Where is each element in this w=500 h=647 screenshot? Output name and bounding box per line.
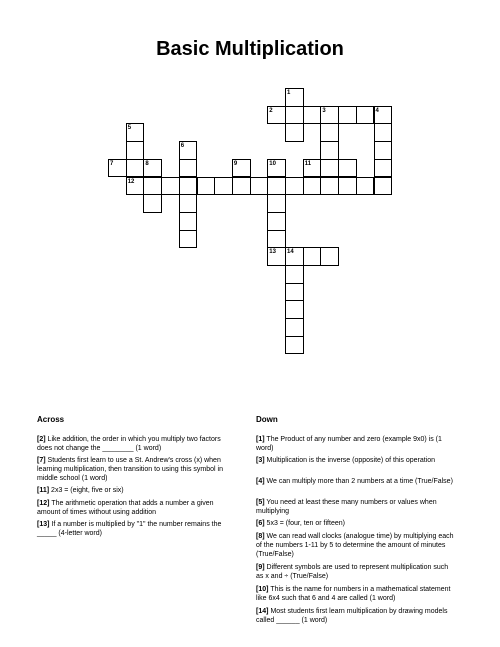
grid-cell[interactable]: [374, 123, 393, 142]
grid-number-13: 13: [269, 249, 276, 256]
grid-cell[interactable]: [356, 177, 375, 196]
down-clue-5: [5] You need at least these many numbers or values when multiplying: [256, 499, 437, 515]
grid-cell[interactable]: [285, 106, 304, 125]
grid-cell[interactable]: [356, 106, 375, 125]
grid-cell[interactable]: [232, 177, 251, 196]
across-clue-11: [11] 2x3 = (eight, five or six): [37, 487, 124, 494]
down-clue-1: [1] The Product of any number and zero (example 9x0) is (1 word): [256, 436, 442, 452]
grid-cell[interactable]: [267, 212, 286, 231]
grid-cell[interactable]: [143, 177, 162, 196]
grid-cell[interactable]: [374, 141, 393, 160]
across-heading: Across: [37, 415, 65, 424]
grid-number-4: 4: [375, 107, 379, 114]
grid-cell[interactable]: [285, 283, 304, 302]
grid-cell[interactable]: [179, 194, 198, 213]
across-clue-12: [12] The arithmetic operation that adds a number a given amount of times without using addition: [37, 500, 214, 516]
grid-cell[interactable]: [320, 177, 339, 196]
grid-cell[interactable]: [285, 177, 304, 196]
grid-cell[interactable]: [179, 159, 198, 178]
grid-cell[interactable]: [320, 159, 339, 178]
grid-cell[interactable]: [179, 212, 198, 231]
grid-cell[interactable]: [197, 177, 216, 196]
down-clue-8: [8] We can read wall clocks (analogue time) by multiplying each of the numbers 1-11 by 5 to determine the amount of minutes (True/False): [256, 533, 454, 558]
down-clue-4: [4] We can multiply more than 2 numbers at a time (True/False): [256, 478, 453, 485]
across-clue-2: [2] Like addition, the order in which you multiply two factors does not change the ________ (1 word): [37, 436, 221, 452]
grid-cell[interactable]: [267, 230, 286, 249]
grid-number-2: 2: [269, 107, 273, 114]
grid-cell[interactable]: [285, 300, 304, 319]
grid-cell[interactable]: [320, 123, 339, 142]
grid-cell[interactable]: [320, 141, 339, 160]
grid-number-7: 7: [110, 160, 114, 167]
puzzle-title: Basic Multiplication: [156, 38, 344, 60]
grid-cell[interactable]: [267, 177, 286, 196]
grid-number-6: 6: [180, 143, 185, 150]
grid-cell[interactable]: [179, 177, 198, 196]
grid-cell[interactable]: [161, 177, 180, 196]
grid-cell[interactable]: [126, 141, 145, 160]
grid-cell[interactable]: [179, 230, 198, 249]
grid-number-8: 8: [145, 160, 149, 167]
down-clue-10: [10] This is the name for numbers in a mathematical statement like 6x4 such that 6 and 4 are called (1 word): [256, 586, 451, 602]
grid-cell[interactable]: [285, 318, 304, 337]
grid-cell[interactable]: [285, 123, 304, 142]
grid-cell[interactable]: [374, 177, 393, 196]
down-clue-3: [3] Multiplication is the inverse (opposite) of this operation: [256, 457, 436, 464]
across-clue-7: [7] Students first learn to use a St. Andrew's cross (x) when learning multiplication, then transition to using this symbol in middle school (1 word): [37, 457, 223, 482]
grid-number-14: 14: [287, 249, 294, 256]
grid-cell[interactable]: [374, 159, 393, 178]
grid-number-3: 3: [322, 107, 326, 114]
grid-number-12: 12: [127, 178, 135, 185]
down-clue-9: [9] Different symbols are used to represent multiplication such as x and ÷ (True/False): [256, 564, 449, 580]
down-clue-6: [6] 5x3 = (four, ten or fifteen): [256, 520, 345, 527]
grid-cell[interactable]: [303, 177, 322, 196]
grid-cell[interactable]: [250, 177, 269, 196]
grid-cell[interactable]: [285, 265, 304, 284]
grid-number-11: 11: [304, 160, 312, 167]
grid-cell[interactable]: [285, 336, 304, 355]
grid-cell[interactable]: [126, 159, 145, 178]
grid-cell[interactable]: [338, 106, 357, 125]
grid-cell[interactable]: [303, 106, 322, 125]
grid-number-10: 10: [269, 160, 276, 167]
grid-cell[interactable]: [143, 194, 162, 213]
grid-cell[interactable]: [320, 247, 339, 266]
grid-cell[interactable]: [338, 159, 357, 178]
grid-number-9: 9: [233, 160, 238, 167]
down-heading: Down: [256, 415, 278, 424]
grid-number-5: 5: [127, 125, 132, 132]
grid-number-1: 1: [287, 90, 291, 96]
grid-cell[interactable]: [338, 177, 357, 196]
grid-cell[interactable]: [267, 194, 286, 213]
grid-cell[interactable]: [214, 177, 233, 196]
across-clue-13: [13] If a number is multiplied by "1" the number remains the _____ (4-letter word): [37, 521, 222, 537]
down-clue-14: [14] Most students first learn multiplication by drawing models called ______ (1 word): [256, 608, 448, 624]
grid-cell[interactable]: [303, 247, 322, 266]
